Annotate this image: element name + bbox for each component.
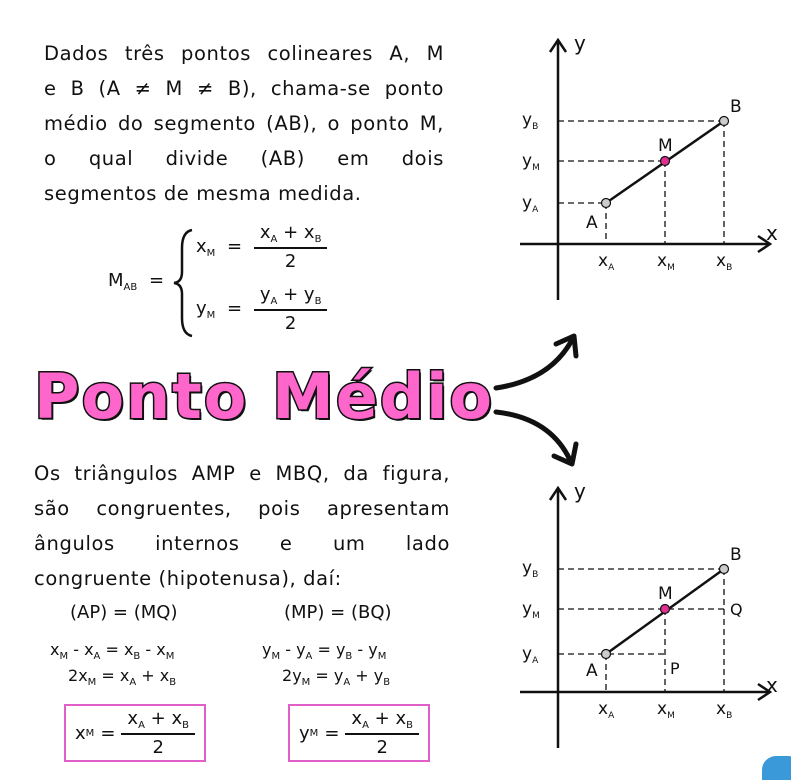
intro-line: Dados três pontos colineares A, M [44, 42, 444, 65]
point-B [720, 117, 729, 126]
second-line: são congruentes, pois apresentam [34, 497, 450, 520]
label-M: M [658, 136, 673, 156]
intro-line: o qual divide (AB) em dois [44, 147, 444, 170]
label-B: B [730, 545, 742, 565]
svg-text:yA: $y_A$ [522, 193, 539, 215]
left-head: (AP) = (MQ) [70, 602, 178, 623]
x-fraction: $\frac{x_A + x_B}{2}$ [254, 222, 328, 272]
intro-line: e B (A ≠ M ≠ B), chama-se ponto [44, 77, 444, 100]
x-axis-label: x [766, 221, 778, 245]
right-head: (MP) = (BQ) [284, 602, 392, 623]
y-axis-label: y [574, 479, 586, 503]
intro-line: médio do segmento (AB), o ponto M, [44, 112, 444, 135]
page-title: Ponto Médio [34, 360, 494, 433]
left-line2: $2x_M = x_A + x_B$ [68, 666, 177, 688]
point-A [602, 199, 611, 208]
svg-text:xB: $x_B$ [716, 251, 733, 273]
svg-text:yB: $y_B$ [522, 558, 539, 580]
label-P: P [670, 659, 680, 678]
intro-paragraph [44, 36, 444, 211]
right-line1: $y_M - y_A = y_B - y_M$ [262, 640, 387, 662]
svg-text:yB: $y_B$ [522, 110, 539, 132]
intro-line: segmentos de mesma medida. [44, 182, 362, 205]
left-line1: $x_M - x_A = x_B - x_M$ [50, 640, 175, 662]
arrow-down-icon [496, 412, 576, 464]
formula-lhs: $M_{AB}$ = [108, 270, 165, 293]
corner-badge [762, 756, 791, 780]
right-line2: $2y_M = y_A + y_B$ [282, 666, 391, 688]
curved-arrows [490, 330, 600, 480]
second-line: Os triângulos AMP e MBQ, da figura, [34, 462, 450, 485]
arrow-up-icon [496, 336, 576, 388]
formula-x-row: $x_M$ = $\frac{x_A + x_B}{2}$ [196, 222, 327, 272]
point-M [661, 605, 670, 614]
x-axis-label: x [766, 673, 778, 697]
y-axis-label: y [574, 31, 586, 55]
label-M: M [658, 584, 673, 604]
graph-midpoint [500, 30, 790, 310]
y-fraction: $\frac{y_A + y_B}{2}$ [254, 284, 328, 334]
svg-text:xB: $x_B$ [716, 699, 733, 721]
svg-text:yM: $y_M$ [522, 599, 540, 621]
label-A: A [586, 213, 598, 233]
svg-text:xM: $x_M$ [657, 699, 675, 721]
second-line: ângulos internos e um lado [34, 532, 450, 555]
midpoint-formula [108, 222, 368, 342]
svg-text:yA: $y_A$ [522, 644, 539, 666]
svg-text:xA: $x_A$ [598, 251, 615, 273]
curly-brace-icon [172, 228, 196, 338]
label-B: B [730, 97, 742, 117]
second-line: congruente (hipotenusa), daí: [34, 567, 342, 590]
svg-text:xM: $x_M$ [657, 251, 675, 273]
result-box-y: y M = $\frac{x_A + x_B}{2}$ [288, 704, 430, 762]
formula-y-row: $y_M$ = $\frac{y_A + y_B}{2}$ [196, 284, 327, 334]
point-M [661, 157, 670, 166]
graph-triangles [500, 478, 790, 758]
point-A [602, 650, 611, 659]
point-B [720, 565, 729, 574]
label-Q: Q [730, 600, 743, 619]
label-A: A [586, 661, 598, 681]
svg-text:yM: $y_M$ [522, 151, 540, 173]
result-box-x: x M = $\frac{x_A + x_B}{2}$ [64, 704, 206, 762]
second-paragraph [34, 456, 450, 596]
svg-text:xA: $x_A$ [598, 699, 615, 721]
